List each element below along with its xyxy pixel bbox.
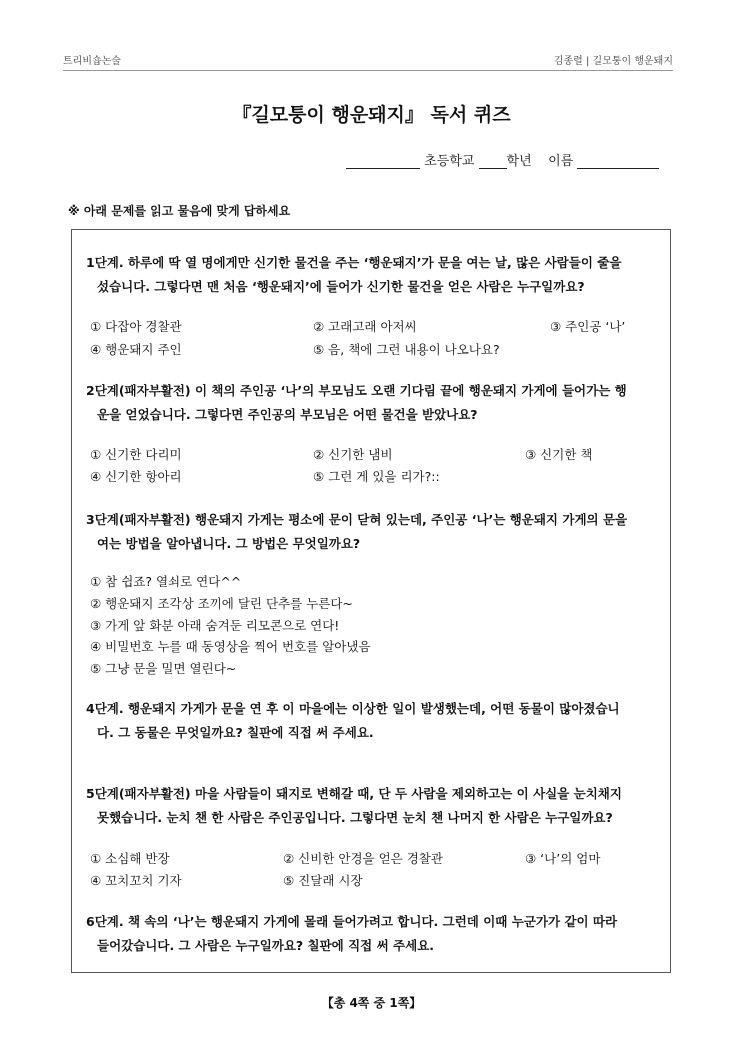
- question-5: [86, 782, 664, 830]
- name-blank[interactable]: [577, 154, 659, 169]
- question-4: [86, 697, 664, 745]
- q2-option-1[interactable]: ① 신기한 다리미: [90, 447, 182, 462]
- question-3-line1: 3단계(패자부활전) 행운돼지 가게는 평소에 문이 닫혀 있는데, 주인공 ‘나’는 행운돼지 가게의 문을: [86, 512, 628, 527]
- grade-label: 학년: [506, 154, 532, 169]
- instruction: ※ 아래 문제를 읽고 물음에 맞게 답하세요: [68, 204, 291, 218]
- q3-option-1[interactable]: ① 참 쉽죠? 열쇠로 연다^^: [90, 574, 242, 589]
- page-title: 『길모퉁이 행운돼지』 독서 퀴즈: [232, 104, 511, 126]
- question-4-line1: 4단계. 행운돼지 가게가 문을 연 후 이 마을에는 이상한 일이 발생했는데, 어떤 동물이 많아졌습니: [86, 701, 620, 716]
- school-label: 초등학교: [424, 154, 475, 169]
- q5-option-4[interactable]: ④ 꼬치꼬치 기자: [90, 873, 182, 888]
- header-divider: [63, 70, 673, 71]
- q5-option-1[interactable]: ① 소심해 반장: [90, 851, 170, 866]
- school-blank[interactable]: [346, 154, 420, 169]
- q1-option-3[interactable]: ③ 주인공 ‘나’: [550, 319, 626, 334]
- q3-option-2[interactable]: ② 행운돼지 조각상 조끼에 달린 단추를 누른다~: [90, 596, 353, 611]
- q5-option-2[interactable]: ② 신비한 안경을 얻은 경찰관: [283, 851, 443, 866]
- q2-option-3[interactable]: ③ 신기한 책: [525, 447, 593, 462]
- student-info: [346, 150, 659, 169]
- question-4-line2: 다. 그 동물은 무엇일까요? 칠판에 직접 써 주세요.: [97, 725, 374, 740]
- q3-option-4[interactable]: ④ 비밀번호 누를 때 동영상을 찍어 번호를 알아냈음: [90, 639, 371, 654]
- q1-option-1[interactable]: ① 다잡아 경찰관: [90, 319, 182, 334]
- q2-option-2[interactable]: ② 신기한 냄비: [313, 447, 393, 462]
- header-right: 김종렬 | 길모퉁이 행운돼지: [553, 56, 673, 67]
- question-5-line2: 못했습니다. 눈치 챈 한 사람은 주인공입니다. 그렇다면 눈치 챈 나머지 한 사람은 누구일까요?: [97, 810, 613, 825]
- q1-option-4[interactable]: ④ 행운돼지 주인: [90, 342, 182, 357]
- q5-option-5[interactable]: ⑤ 진달래 시장: [283, 873, 363, 888]
- q3-option-3[interactable]: ③ 가게 앞 화분 아래 숨겨둔 리모콘으로 연다!: [90, 618, 340, 633]
- q2-option-4[interactable]: ④ 신기한 항아리: [90, 469, 182, 484]
- q1-option-2[interactable]: ② 고래고래 아저씨: [313, 319, 417, 334]
- question-1: [86, 251, 664, 299]
- grade-blank[interactable]: [479, 154, 507, 169]
- question-6: [86, 910, 664, 958]
- page-footer: 【총 4쪽 중 1쪽】: [321, 996, 422, 1010]
- q1-option-5[interactable]: ⑤ 음, 책에 그런 내용이 나오나요?: [313, 342, 500, 357]
- question-2: [86, 379, 664, 427]
- name-label: 이름: [548, 154, 574, 169]
- question-2-line1: 2단계(패자부활전) 이 책의 주인공 ‘나’의 부모님도 오랜 기다림 끝에 행운돼지 가게에 들어가는 행: [86, 383, 627, 398]
- q3-option-5[interactable]: ⑤ 그냥 문을 밀면 열린다~: [90, 661, 237, 676]
- header-left: 트리비숍논술: [63, 56, 121, 67]
- question-1-line1: 1단계. 하루에 딱 열 명에게만 신기한 물건을 주는 ‘행운돼지’가 문을 여는 날, 많은 사람들이 줄을: [86, 255, 622, 270]
- question-5-line1: 5단계(패자부활전) 마을 사람들이 돼지로 변해갈 때, 단 두 사람을 제외하고는 이 사실을 눈치채지: [86, 786, 622, 801]
- question-3: [86, 508, 664, 556]
- question-6-line1: 6단계. 책 속의 ‘나’는 행운돼지 가게에 몰래 들어가려고 합니다. 그런데 이때 누군가가 같이 따라: [86, 914, 618, 929]
- q2-option-5[interactable]: ⑤ 그런 게 있을 리가?::: [313, 469, 440, 484]
- question-6-line2: 들어갔습니다. 그 사람은 누구일까요? 칠판에 직접 써 주세요.: [97, 938, 435, 953]
- q5-option-3[interactable]: ③ ‘나’의 엄마: [525, 851, 601, 866]
- question-3-line2: 여는 방법을 알아냅니다. 그 방법은 무엇일까요?: [97, 536, 361, 551]
- question-1-line2: 섰습니다. 그렇다면 맨 처음 ‘행운돼지’에 들어가 신기한 물건을 얻은 사람은 누구일까요?: [97, 279, 585, 294]
- question-2-line2: 운을 얻었습니다. 그렇다면 주인공의 부모님은 어떤 물건을 받았나요?: [97, 407, 478, 422]
